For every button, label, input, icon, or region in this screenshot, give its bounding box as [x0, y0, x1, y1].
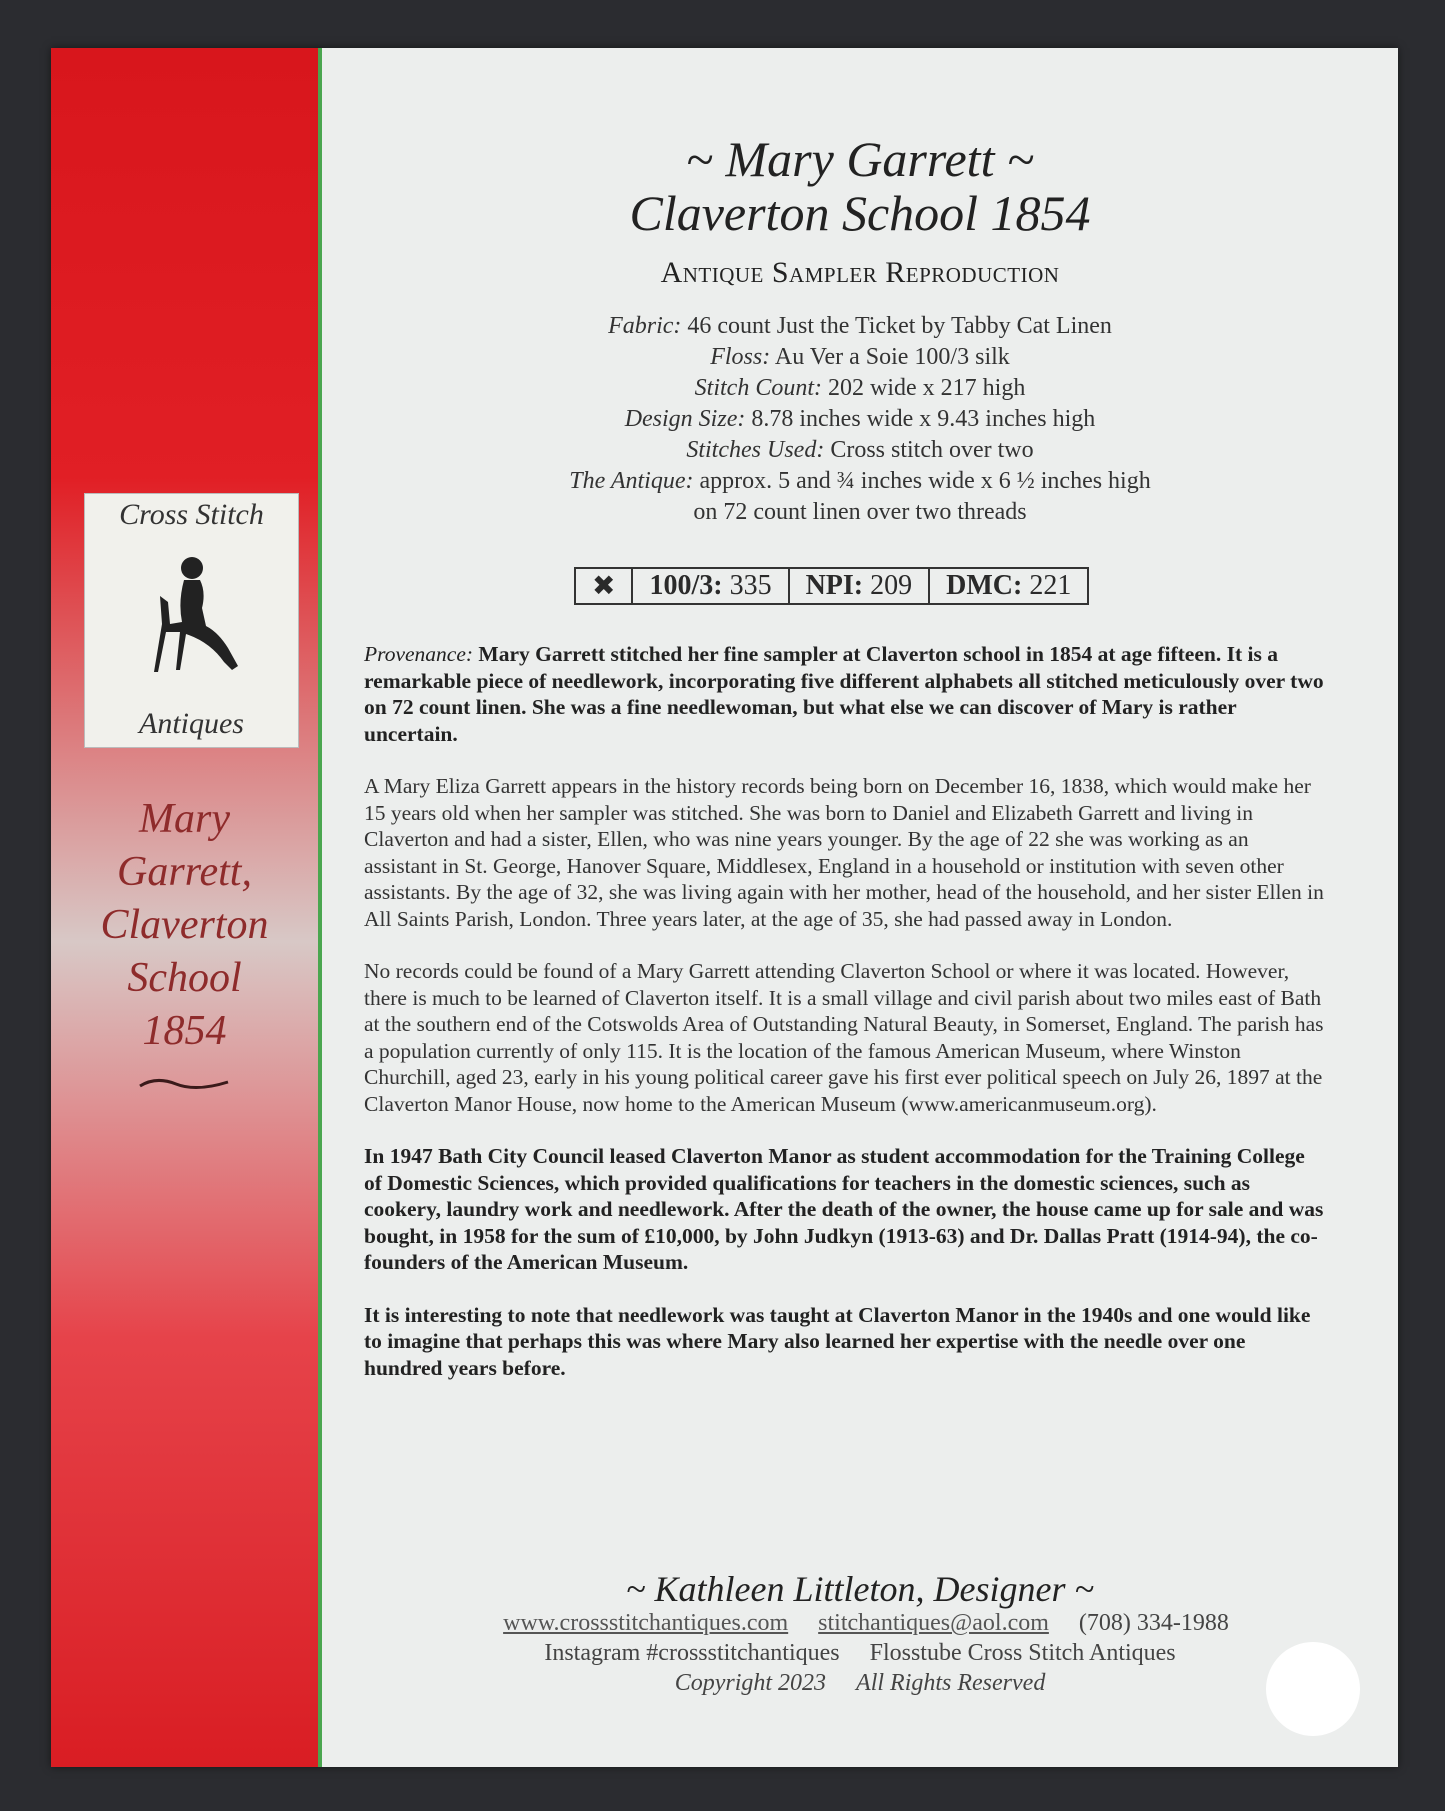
floss-cell: [789, 568, 930, 604]
title-text: Mary Garrett: [725, 131, 995, 187]
spec-value: 46 count Just the Ticket by Tabby Cat Linen: [681, 313, 1112, 339]
phone-number: (708) 334-1988: [1078, 1610, 1229, 1636]
spec-value: 8.78 inches wide x 9.43 inches high: [745, 406, 1096, 432]
floss-cell: [929, 568, 1088, 604]
paragraph: A Mary Eliza Garrett appears in the history records being born on December 16, 1838, which would make her 15 years old when her sampler was stitched. She was born to Daniel and Elizabeth Garrett and living in Claverton and had a sister, Ellen, who was nine years younger. By the age of 22 she was working as an assistant in St. George, Hanover Square, Middlesex, England in a household or institution with seven other assistants. By the age of 32, she was living again with her mother, head of the household, and her sister Ellen in All Saints Parish, London. Three years later, at the age of 35, she had passed away in London.: [364, 774, 1324, 931]
side-title-line: Mary: [139, 796, 230, 842]
paragraph: It is interesting to note that needlework was taught at Claverton Manor in the 1940s and one would like to imagine that perhaps this was where Mary also learned her expertise with the needle over one hundred years before.: [364, 1302, 1311, 1380]
spec-label: The Antique:: [569, 468, 694, 494]
spec-line: [322, 373, 1398, 404]
copyright: Copyright 2023: [674, 1670, 827, 1696]
red-side-band: [51, 48, 318, 1767]
spec-label: Fabric:: [608, 313, 682, 339]
main-content: [322, 48, 1398, 1767]
floss-value: 221: [1022, 570, 1072, 601]
spec-line: [322, 435, 1398, 466]
provenance-text: Mary Garrett stitched her fine sampler at Claverton school in 1854 at age fifteen. It is a remarkable piece of needlework, incorporating five different alphabets all stitched meticulously over two on 72 count linen. She was a fine needlewoman, but what else we can discover of Mary is rather uncertain.: [364, 642, 1324, 746]
page-subtitle: Claverton School 1854: [629, 185, 1091, 241]
designer-credit: [322, 1568, 1398, 1610]
flosstube-channel: Flosstube Cross Stitch Antiques: [869, 1640, 1176, 1666]
page-title: [322, 130, 1398, 188]
floss-value: 335: [722, 570, 772, 601]
social-line: [322, 1640, 1398, 1667]
spec-value: on 72 count linen over two threads: [693, 499, 1027, 525]
cross-stitch-antiques-logo: [84, 493, 299, 748]
flourish-icon: ~: [1065, 1569, 1094, 1609]
paragraph: In 1947 Bath City Council leased Claverton Manor as student accommodation for the Training College of Domestic Sciences, which provided qualifications for teachers in the domestic sciences, such as cookery, laundry work and needlework. After the death of the owner, the house came up for sale and was bought, in 1958 for the sum of £10,000, by John Judkyn (1913-63) and Dr. Dallas Pratt (1914-94), the co-founders of the American Museum.: [364, 1144, 1324, 1274]
flourish-icon: ~: [685, 131, 726, 187]
spec-label: Floss:: [710, 344, 771, 370]
cross-symbol-icon: ✖: [575, 568, 632, 604]
floss-cell: [632, 568, 788, 604]
pattern-page: [51, 48, 1398, 1767]
spec-label: Stitch Count:: [694, 375, 822, 401]
provenance-label: Provenance:: [364, 642, 474, 666]
logo-top-text: Cross Stitch: [119, 498, 264, 531]
spec-line: [322, 466, 1398, 497]
floss-label: 100/3:: [649, 570, 723, 601]
body-text: [364, 641, 1326, 1407]
spec-label: Stitches Used:: [686, 437, 825, 463]
paragraph: No records could be found of a Mary Garrett attending Claverton School or where it was located. However, there is much to be learned of Claverton itself. It is a small village and civil parish about two miles east of Bath at the southern end of the Cotswolds Area of Outstanding Natural Beauty, in Somerset, England. The parish has a population currently of only 115. It is the location of the famous American Museum, where Winston Churchill, aged 23, early in his young political career gave his first ever political speech on July 26, 1897 at the Claverton Manor House, now home to the American Museum (www.americanmuseum.org).: [364, 959, 1324, 1116]
seated-woman-silhouette-icon: [140, 552, 250, 682]
side-title-line: Garrett,: [117, 849, 252, 895]
white-dot: [1266, 1642, 1360, 1736]
side-title-line: School: [127, 955, 242, 1001]
spec-value: approx. 5 and ¾ inches wide x 6 ½ inches high: [693, 468, 1151, 494]
specifications: [322, 311, 1398, 528]
floss-value: 209: [863, 570, 913, 601]
instagram-handle: Instagram #crossstitchantiques: [544, 1640, 840, 1666]
spec-line: [322, 311, 1398, 342]
spec-label: Design Size:: [624, 406, 746, 432]
side-title: [51, 793, 318, 1058]
side-title-line: Claverton: [100, 902, 269, 948]
floss-table: [574, 567, 1089, 605]
contact-line: [322, 1610, 1398, 1637]
flourish-icon: ~: [994, 131, 1035, 187]
copyright-line: [322, 1670, 1398, 1697]
rights-reserved: All Rights Reserved: [856, 1670, 1046, 1696]
side-title-line: 1854: [142, 1008, 227, 1054]
website-link[interactable]: www.crossstitchantiques.com: [503, 1610, 789, 1636]
spec-line: [322, 497, 1398, 528]
spec-value: Au Ver a Soie 100/3 silk: [770, 344, 1010, 370]
email-link[interactable]: stitchantiques@aol.com: [818, 1610, 1049, 1636]
flourish-icon: ~: [626, 1569, 655, 1609]
tagline: Antique Sampler Reproduction: [660, 256, 1060, 289]
spec-value: 202 wide x 217 high: [822, 375, 1026, 401]
spec-line: [322, 404, 1398, 435]
floss-label: NPI:: [805, 570, 864, 601]
provenance-paragraph: [364, 641, 1326, 747]
logo-bottom-text: Antiques: [139, 707, 244, 740]
flourish-icon: [136, 1074, 232, 1094]
floss-label: DMC:: [946, 570, 1023, 601]
spec-value: Cross stitch over two: [824, 437, 1034, 463]
spec-line: [322, 342, 1398, 373]
designer-name: Kathleen Littleton, Designer: [654, 1569, 1066, 1609]
